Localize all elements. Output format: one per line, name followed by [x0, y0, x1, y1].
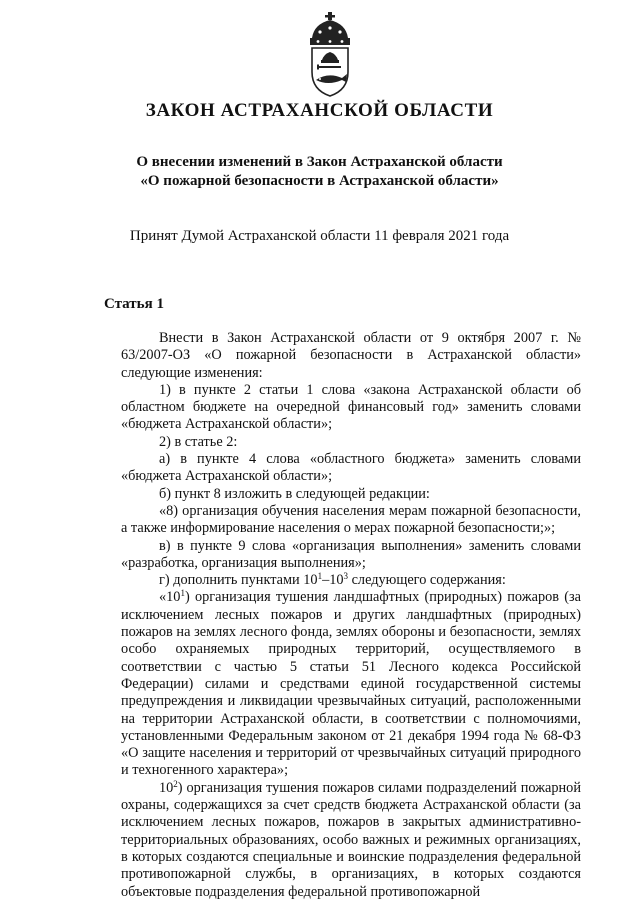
paragraph: 1) в пункте 2 статьи 1 слова «закона Астраханской области об областном бюджете на очередной финансовый год» заменить словами «бюджета Астраханской области»;: [121, 381, 581, 433]
law-title: ЗАКОН АСТРАХАНСКОЙ ОБЛАСТИ: [145, 100, 494, 121]
paragraph: а) в пункте 4 слова «областного бюджета» заменить словами «бюджета Астраханской области»;: [121, 451, 581, 485]
coat-of-arms-icon: [298, 10, 362, 98]
paragraph: в) в пункте 9 слова «организация выполнения» заменить словами «разработка, организация выполнения»;: [121, 537, 581, 571]
paragraph: б) пункт 8 изложить в следующей редакции:: [159, 485, 430, 502]
subtitle-line-2: «О пожарной безопасности в Астраханской области»: [140, 173, 499, 189]
article-heading: Статья 1: [104, 296, 164, 312]
paragraph-text: г) дополнить пунктами 10: [159, 572, 318, 589]
paragraph: [121, 780, 581, 901]
paragraph: Внести в Закон Астраханской области от 9 октября 2007 г. № 63/2007-ОЗ «О пожарной безопасности в Астраханской области» следующие изменения:: [121, 330, 581, 381]
paragraph-text: следующего содержания:: [348, 572, 506, 589]
paragraph-text: «10: [159, 589, 181, 606]
superscript: 1: [180, 588, 185, 599]
paragraph: «8) организация обучения населения мерам пожарной безопасности, а также информирование населения о мерах пожарной безопасности;»;: [121, 502, 581, 537]
paragraph: 2) в статье 2:: [159, 433, 238, 450]
superscript: 2: [173, 778, 178, 789]
subtitle-line-1: О внесении изменений в Закон Астраханской области: [136, 154, 503, 170]
adoption-note: Принят Думой Астраханской области 11 февраля 2021 года: [129, 228, 510, 244]
paragraph: [121, 572, 581, 589]
superscript: 1: [317, 571, 323, 582]
paragraph-text: –10: [322, 572, 344, 589]
paragraph-text: 10: [159, 779, 174, 796]
law-subtitle: [0, 153, 639, 191]
superscript: 3: [343, 571, 349, 582]
paragraph-text: ) организация тушения ландшафтных (природных) пожаров (за исключением лесных пожаров и других ландшафтных (природных) пожаров на землях лесного фонда, землях обороны и безопасности, землях особо охраняемых природных территорий, осуществляемого в соответствии с частью 5 статьи 51 Лесного кодекса Российской Федерации) силами и средствами единой государственной системы предупреждения и ликвидации чрезвычайных ситуаций, расположенными на территории Астраханской области, в соответствии с полномочиями, установленными Федеральным законом от 21 декабря 1994 года № 68-ФЗ «О защите населения и территорий от чрезвычайных ситуаций природного и техногенного характера»;: [121, 589, 581, 779]
paragraph: [121, 589, 581, 779]
article-body: [121, 330, 581, 901]
paragraph-text: ) организация тушения пожаров силами подразделений пожарной охраны, содержащихся за счет средств бюджета Астраханской области (за исключением лесных пожаров, пожаров в закрытых административно-территориальных образованиях, особо важных и режимных организациях, в которых создаются специальные и воинские подразделения федеральной противопожарной службы, в организациях, в которых создаются объектовые подразделения федеральной противопожарной: [121, 779, 581, 900]
